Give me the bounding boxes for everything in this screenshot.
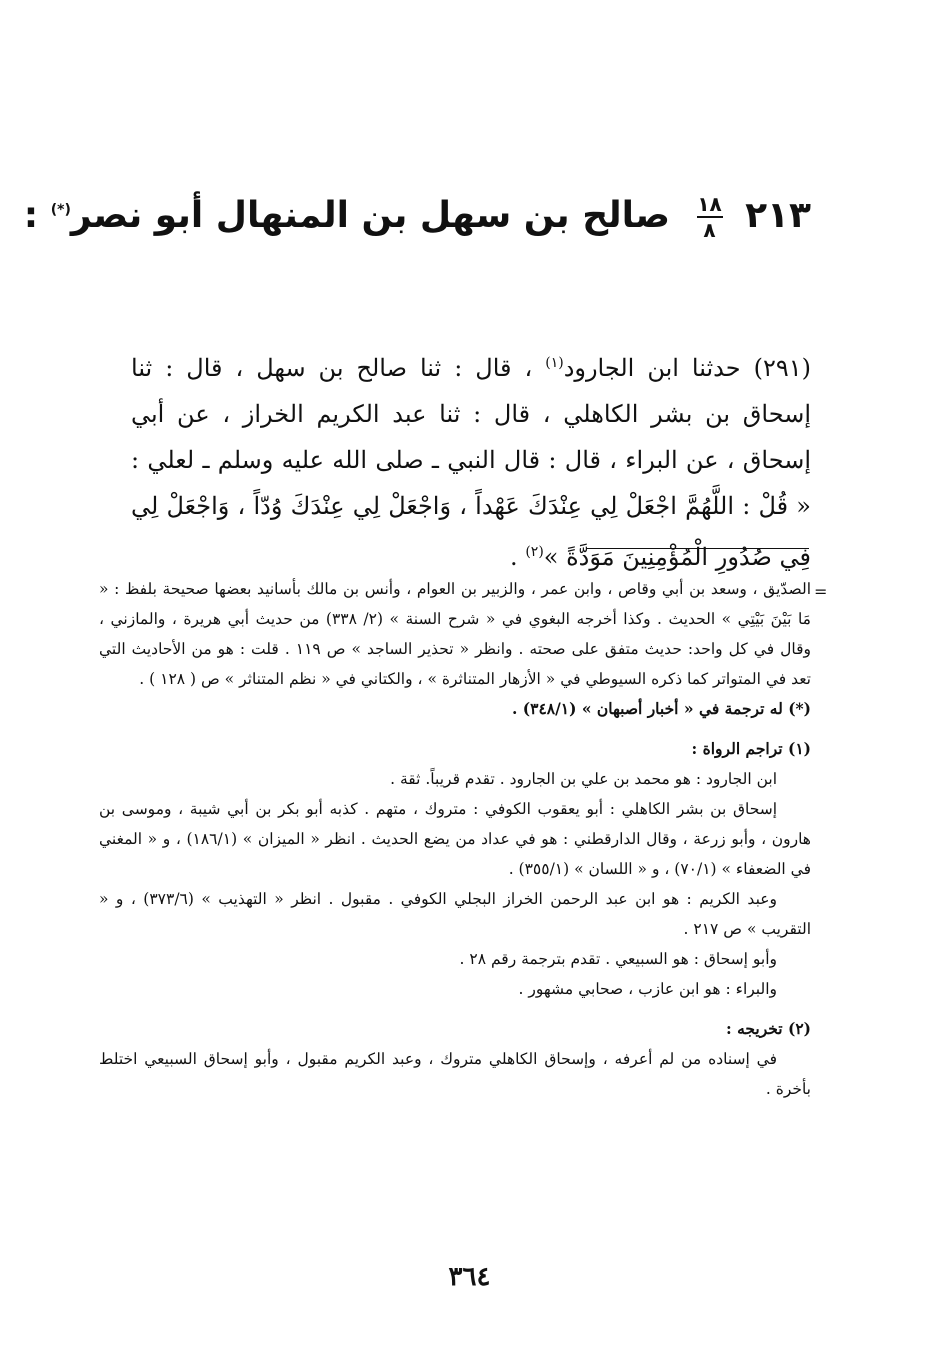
fraction-top: ١٨: [697, 192, 722, 216]
hadith-text: [131, 340, 811, 580]
footnotes: [99, 574, 811, 1104]
continuation-mark: =: [814, 582, 828, 601]
continued-footnote: الصدّيق ، وسعد بن أبي وقاص ، وابن عمر ، والزبير بن العوام ، وأنس بن مالك بأسانيد بعضها صحيحة بلفظ : « مَا بَيْنَ بَيْتِي » الحديث . وكذا أخرجه البغوي في « شرح السنة » (٢/ ٣٣٨) من حديث أبي هريرة ، والمازني ، وقال في كل واحد: حديث متفق على صحته . وانظر « تحذير الساجد » ص ١١٩ . قلت : هو من الأحاديث التي تعد في المتواتر كما ذكره السيوطي في « الأزهار المتناثرة » ، والكتاني في « نظم المتناثر » ص ( ١٢٨ ) .: [99, 580, 811, 688]
footnote-1-line: وعبد الكريم : هو ابن عبد الرحمن الخراز البجلي الكوفي . مقبول . انظر « التهذيب » (٣٧٣/٦) ، و « التقريب » ص ٢١٧ .: [99, 890, 811, 938]
footnote-1-heading: (١) تراجم الرواة :: [691, 739, 811, 758]
footnote-ref-1: (١): [545, 355, 564, 371]
volume-page-ref: [697, 194, 723, 240]
fraction-bottom: ٨: [703, 218, 716, 242]
hadith-number: (٢٩١): [753, 354, 812, 382]
entry-heading: [23, 180, 811, 246]
footnote-ref-2: (٢): [525, 544, 544, 560]
star-marker: (*): [50, 202, 71, 218]
footnote-divider: [587, 548, 809, 549]
footnote-1-line: والبراء : هو ابن عازب ، صحابي مشهور .: [518, 980, 777, 998]
footnote-2-heading: (٢) تخريجه :: [725, 1019, 811, 1038]
entry-number: ٢١٣: [745, 195, 811, 236]
heading-colon: :: [23, 195, 51, 236]
hadith-part2: ، قال : ثنا صالح بن سهل ، قال : ثنا إسحاق بن بشر الكاهلي ، قال : ثنا عبد الكريم الخراز ، عن أبي إسحاق ، عن البراء ، قال : قال النبي ـ صلى الله عليه وسلم ـ لعلي : « قُلْ : اللَّهُمَّ اجْعَلْ لِي عِنْدَكَ عَهْداً ، وَاجْعَلْ لِي عِنْدَكَ وُدّاً ، وَاجْعَلْ لِي فِي صُدُورِ الْمُؤْمِنِينَ مَوَدَّةً »: [131, 354, 811, 571]
hadith-part1: حدثنا ابن الجارود: [563, 354, 754, 382]
footnote-1-line: ابن الجارود : هو محمد بن علي بن الجارود . تقدم قريباً. ثقة .: [390, 770, 777, 788]
footnote-1-line: وأبو إسحاق : هو السبيعي . تقدم بترجمة رقم ٢٨ .: [459, 950, 777, 968]
narrator-name: صالح بن سهل بن المنهال أبو نصر: [70, 195, 670, 236]
hadith-end: .: [510, 543, 526, 571]
star-footnote: (*) له ترجمة في « أخبار أصبهان » (٣٤٨/١) .: [511, 699, 811, 718]
page-number: ٣٦٤: [448, 1262, 491, 1292]
footnote-1-line: إسحاق بن بشر الكاهلي : أبو يعقوب الكوفي : متروك ، متهم . كذبه أبو بكر بن أبي شيبة ، وموسى بن هارون ، وأبو زرعة ، وقال الدارقطني : هو في عداد من يضع الحديث . انظر « الميزان » (١٨٦/١) ، و « المغني في الضعفاء » (٧٠/١) ، و « اللسان » (٣٥٥/١) .: [99, 800, 811, 878]
footnote-2-text: في إسناده من لم أعرفه ، وإسحاق الكاهلي متروك ، وعبد الكريم مقبول ، وأبو إسحاق السبيعي اختلط بأخرة .: [99, 1050, 811, 1098]
